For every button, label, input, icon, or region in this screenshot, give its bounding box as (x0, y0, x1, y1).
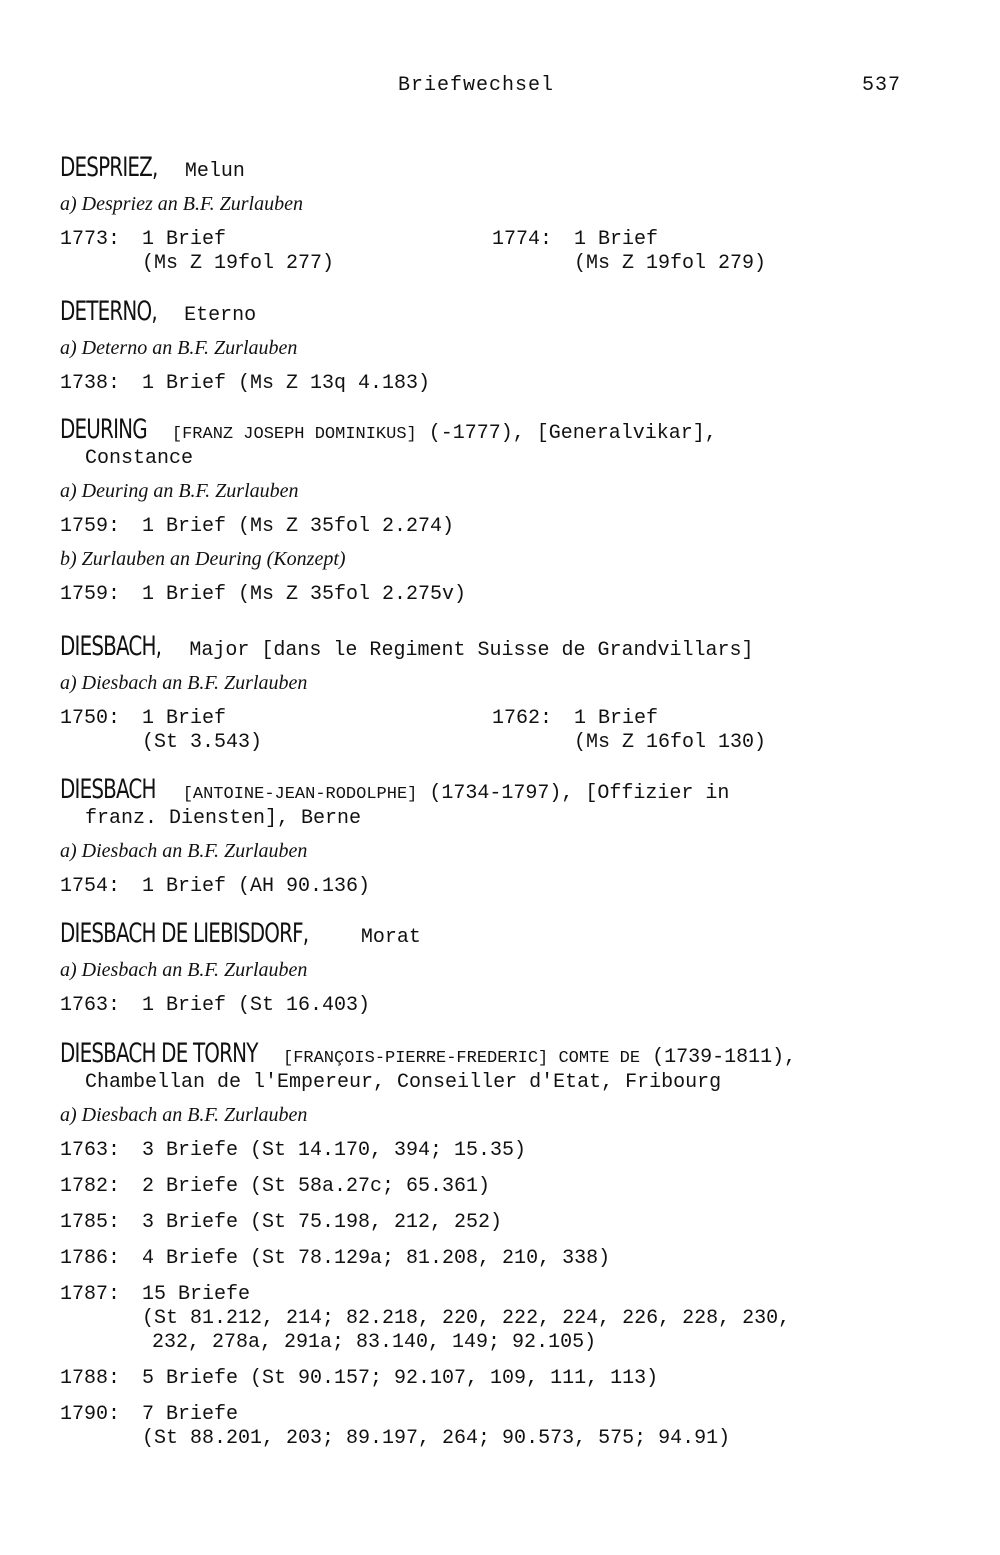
letter-count: 1 Brief (142, 228, 227, 251)
entry-place: Melun (184, 160, 245, 183)
entry-heading (60, 296, 980, 328)
entry-diesbach-de-liebisdorf (60, 918, 980, 1018)
entry-heading (60, 1038, 980, 1071)
section-a: a) Diesbach an B.F. Zurlauben (60, 840, 308, 862)
entry-diesbach-de-torny (60, 1038, 980, 1451)
letter-ref: (Ms Z 19fol 277) (142, 252, 335, 275)
entry-heading (60, 152, 980, 184)
section-a: a) Diesbach an B.F. Zurlauben (60, 672, 308, 694)
letter-year: 1754: (60, 875, 121, 898)
entry-heading-cont: franz. Diensten], Berne (85, 807, 362, 830)
letter-text: 2 Briefe (St 58a.27c; 65.361) (142, 1175, 491, 1198)
letter-row (60, 1211, 980, 1235)
letter-text: 15 Briefe (142, 1283, 251, 1306)
letter-year: 1785: (60, 1211, 121, 1234)
letter-row (60, 372, 980, 396)
section-a: a) Deuring an B.F. Zurlauben (60, 480, 299, 502)
entry-details: Major [dans le Regiment Suisse de Grandvillars] (189, 639, 754, 662)
letter-year: 1738: (60, 372, 121, 395)
entry-details: (1739-1811), (652, 1046, 797, 1069)
letter-text: 1 Brief (St 16.403) (142, 994, 371, 1017)
entry-heading (60, 414, 980, 447)
letter-year: 1759: (60, 515, 121, 538)
letter-year: 1782: (60, 1175, 121, 1198)
letter-row (60, 1175, 980, 1199)
letter-columns (60, 707, 980, 755)
running-header (0, 74, 1000, 100)
letter-text: 7 Briefe (142, 1403, 239, 1426)
section-a: a) Despriez an B.F. Zurlauben (60, 193, 303, 215)
letter-ref: (St 3.543) (142, 731, 263, 754)
section-a: a) Diesbach an B.F. Zurlauben (60, 1104, 308, 1126)
entry-name: DIESBACH DE TORNY (60, 1038, 258, 1069)
letter-text: 1 Brief (AH 90.136) (142, 875, 371, 898)
entry-heading (60, 631, 980, 663)
entry-place: Morat (360, 926, 421, 949)
letter-ref: (Ms Z 19fol 279) (574, 252, 767, 275)
letter-col-1 (60, 228, 334, 276)
page-number: 537 (862, 74, 902, 97)
letter-year: 1774: (492, 228, 553, 251)
entry-name: DETERNO, (60, 296, 157, 327)
entry-diesbach-major (60, 631, 980, 755)
letter-row (60, 1283, 980, 1355)
letter-columns (60, 228, 980, 276)
entry-name: DESPRIEZ, (60, 152, 158, 183)
letter-year: 1762: (492, 707, 553, 730)
entry-name: DIESBACH (60, 774, 156, 805)
entry-given-names: [ANTOINE-JEAN-RODOLPHE] (182, 785, 418, 804)
letter-text: 3 Briefe (St 14.170, 394; 15.35) (142, 1139, 527, 1162)
letter-col-2 (492, 228, 766, 276)
letter-year: 1773: (60, 228, 121, 251)
entry-heading-cont: Constance (85, 447, 194, 470)
letter-text: 1 Brief (Ms Z 13q 4.183) (142, 372, 431, 395)
entry-details: (1734-1797), [Offizier in (429, 782, 730, 805)
entry-heading (60, 918, 980, 950)
running-title: Briefwechsel (398, 74, 555, 97)
letter-ref: (St 81.212, 214; 82.218, 220, 222, 224, 226, 228, 230, (142, 1307, 791, 1330)
letter-year: 1750: (60, 707, 121, 730)
entry-deterno (60, 296, 980, 396)
letter-text: 1 Brief (Ms Z 35fol 2.274) (142, 515, 455, 538)
letter-row (60, 515, 980, 539)
entry-place: Eterno (184, 304, 257, 327)
letter-text: 4 Briefe (St 78.129a; 81.208, 210, 338) (142, 1247, 611, 1270)
letter-text: 1 Brief (Ms Z 35fol 2.275v) (142, 583, 467, 606)
letter-row (60, 1139, 980, 1163)
letter-row (60, 1367, 980, 1391)
letter-row (60, 994, 980, 1018)
letter-row (60, 583, 980, 607)
letter-year: 1790: (60, 1403, 121, 1426)
letter-year: 1763: (60, 994, 121, 1017)
entry-given-names: [FRANÇOIS-PIERRE-FREDERIC] COMTE DE (283, 1049, 641, 1068)
letter-count: 1 Brief (142, 707, 227, 730)
section-a: a) Deterno an B.F. Zurlauben (60, 337, 298, 359)
letter-year: 1787: (60, 1283, 121, 1306)
entry-heading (60, 774, 980, 807)
entry-name: DIESBACH, (60, 631, 162, 662)
entry-name: DEURING (60, 414, 147, 445)
entry-diesbach-antoine (60, 774, 980, 899)
letter-count: 1 Brief (574, 228, 659, 251)
section-b: b) Zurlauben an Deuring (Konzept) (60, 548, 346, 570)
letter-text: 3 Briefe (St 75.198, 212, 252) (142, 1211, 503, 1234)
letter-row (60, 875, 980, 899)
entry-heading-cont: Chambellan de l'Empereur, Conseiller d'Etat, Fribourg (85, 1071, 722, 1094)
section-a: a) Diesbach an B.F. Zurlauben (60, 959, 308, 981)
letter-count: 1 Brief (574, 707, 659, 730)
letter-ref: (Ms Z 16fol 130) (574, 731, 767, 754)
letter-year: 1786: (60, 1247, 121, 1270)
entry-given-names: [FRANZ JOSEPH DOMINIKUS] (171, 425, 417, 444)
letter-col-1 (60, 707, 262, 755)
letter-ref-cont: 232, 278a, 291a; 83.140, 149; 92.105) (152, 1331, 597, 1354)
letter-year: 1788: (60, 1367, 121, 1390)
letter-ref: (St 88.201, 203; 89.197, 264; 90.573, 575; 94.91) (142, 1427, 731, 1450)
letter-col-2 (492, 707, 766, 755)
entry-despriez (60, 152, 980, 276)
letter-row (60, 1403, 980, 1451)
letter-year: 1763: (60, 1139, 121, 1162)
entry-deuring (60, 414, 980, 607)
letter-year: 1759: (60, 583, 121, 606)
entry-details: (-1777), [Generalvikar], (428, 422, 717, 445)
letter-row (60, 1247, 980, 1271)
entry-name: DIESBACH DE LIEBISDORF, (60, 918, 309, 949)
letter-text: 5 Briefe (St 90.157; 92.107, 109, 111, 113) (142, 1367, 659, 1390)
